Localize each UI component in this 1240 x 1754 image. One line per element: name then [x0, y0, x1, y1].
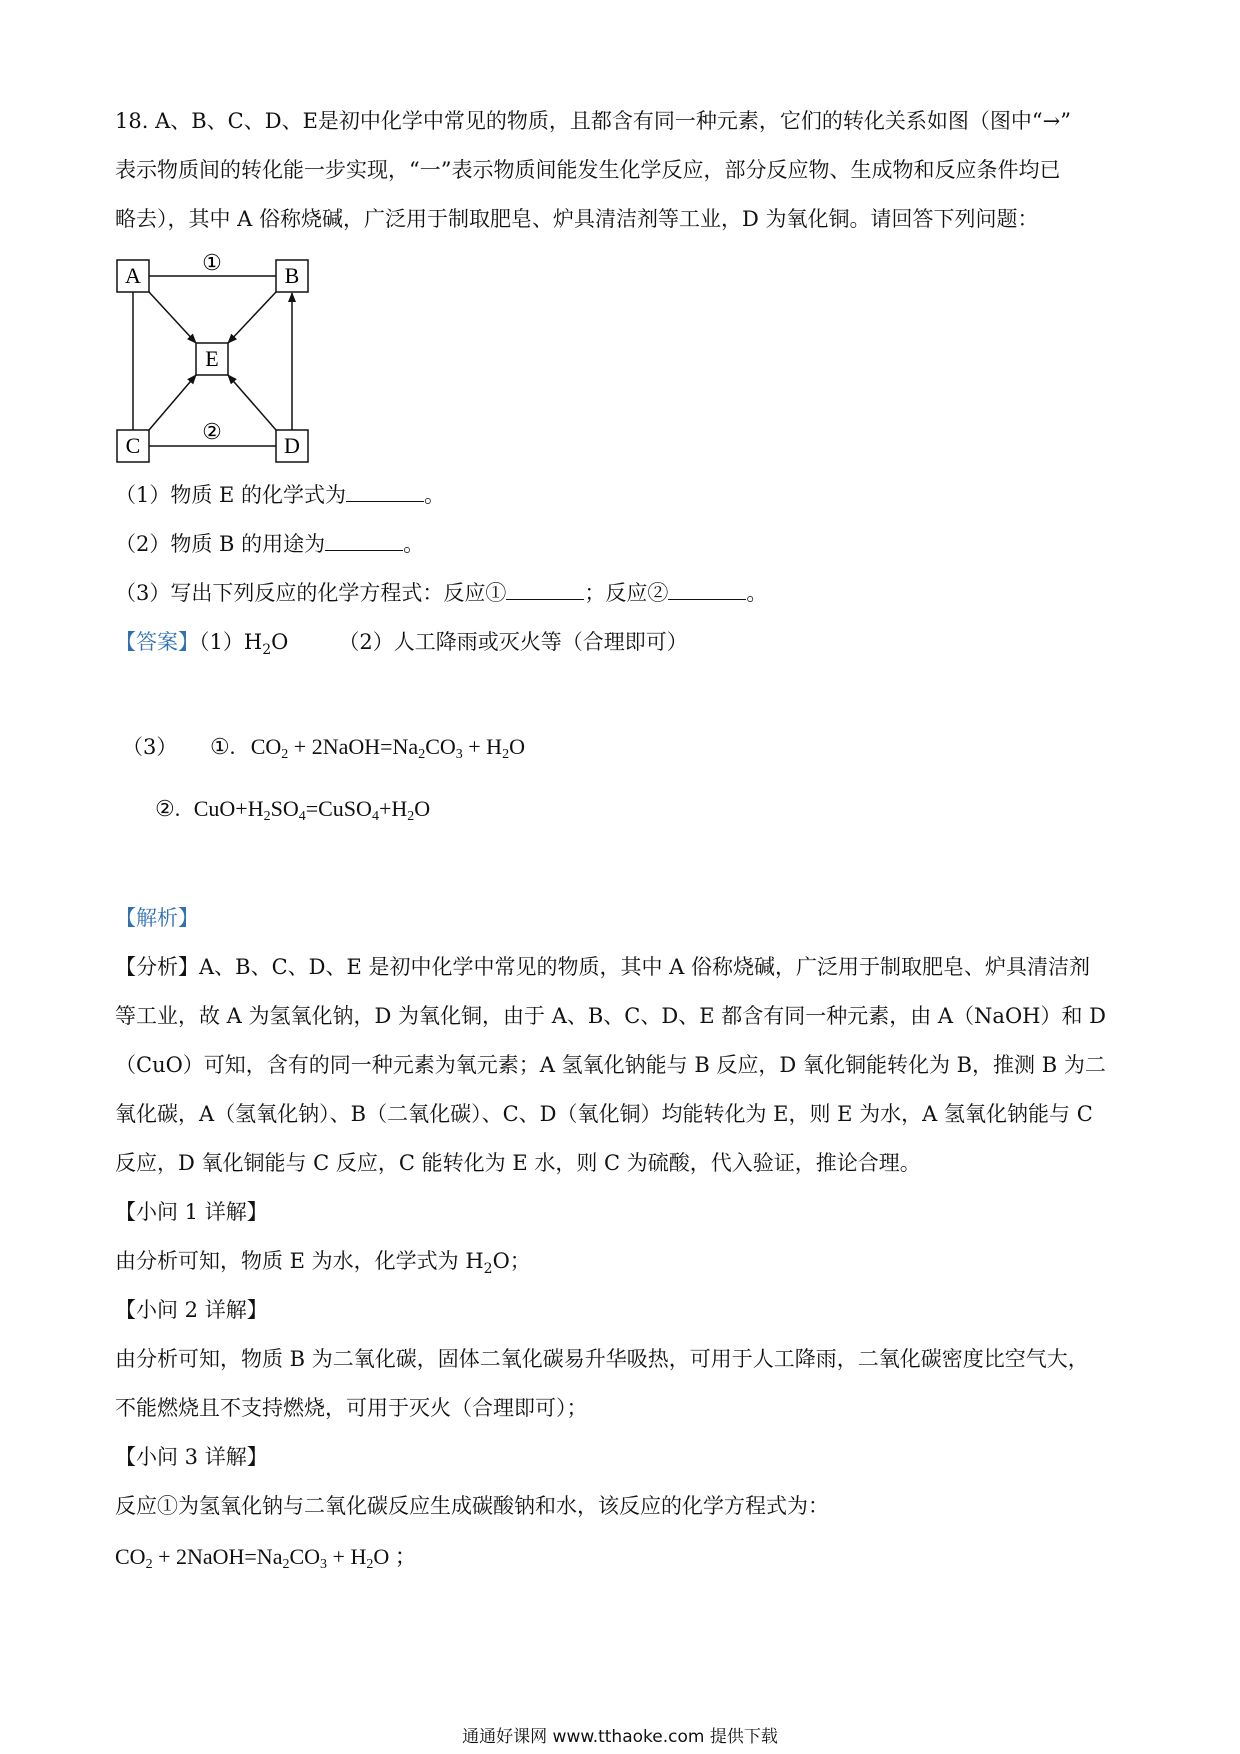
sub-question-3-text: （3）写出下列反应的化学方程式：反应① [115, 581, 507, 605]
sub-answer-2-line-1: 由分析可知，物质 B 为二氧化碳，固体二氧化碳易升华吸热，可用于人工降雨，二氧化碳密度比空气大， [115, 1347, 1089, 1371]
arrow-a-to-e [149, 292, 196, 343]
answer-part-2: （2）人工降雨或灭火等（合理即可） [338, 630, 688, 654]
sub-answer-1-text-sub: 2 [483, 1261, 493, 1278]
answer-blank-3 [506, 579, 584, 600]
node-b-label: B [284, 263, 300, 288]
sub-question-2-end: 。 [403, 532, 425, 556]
answer-part-1-sub: 2 [262, 642, 272, 659]
answer-part-1-end: O [271, 630, 289, 654]
equation-3: $CO_2$ + $2NaOH=Na_2CO_3 + H_2O$ ； [115, 1544, 417, 1572]
arrow-d-to-e [228, 375, 276, 430]
question-line-2: 表示物质间的转化能一步实现，“一”表示物质间能发生化学反应，部分反应物、生成物和反应条件均已 [115, 158, 1061, 182]
node-d-label: D [284, 433, 300, 458]
equation-1-label: ①. [210, 734, 236, 759]
reaction-diagram [110, 250, 330, 475]
answer-tag: 【答案】 [115, 630, 199, 654]
analysis-line-1: 【分析】A、B、C、D、E 是初中化学中常见的物质，其中 A 俗称烧碱，广泛用于制取肥皂、炉具清洁剂 [115, 955, 1091, 979]
sub-answer-3-text: 反应①为氢氧化钠与二氧化碳反应生成碳酸钠和水，该反应的化学方程式为： [115, 1494, 829, 1518]
node-e-label: E [205, 346, 219, 371]
node-c-label: C [125, 433, 141, 458]
analysis-line-2: 等工业，故 A 为氢氧化钠，D 为氧化铜，由于 A、B、C、D、E 都含有同一种元素，由 A（NaOH）和 D [115, 1004, 1106, 1028]
sub-answer-1-text [115, 1246, 531, 1284]
sub-answer-1-text-a: 由分析可知，物质 E 为水，化学式为 H [115, 1249, 484, 1273]
question-line-3: 略去），其中 A 俗称烧碱，广泛用于制取肥皂、炉具清洁剂等工业，D 为氧化铜。请回答下列问题： [115, 207, 1039, 231]
analysis-line-3: （CuO）可知，含有的同一种元素为氧元素；A 氢氧化钠能与 B 反应，D 氧化铜能转化为 B，推测 B 为二 [115, 1053, 1106, 1077]
sub-question-1 [115, 480, 445, 510]
equation-3-end: ； [394, 1544, 417, 1569]
answer-part-1: （1）H [199, 630, 263, 654]
sub-question-2-text: （2）物质 B 的用途为 [115, 532, 326, 556]
analysis-line-4: 氧化碳，A（氢氧化钠）、B（二氧化碳）、C、D（氧化铜）均能转化为 E，则 E 为水，A 氢氧化钠能与 C [115, 1102, 1093, 1126]
arrow-b-to-e [228, 292, 276, 343]
arrow-c-to-e [149, 375, 196, 430]
sub-answer-1-text-b: O； [492, 1249, 531, 1273]
answer-blank-2 [325, 530, 403, 551]
answer-blank-4 [668, 579, 746, 600]
sub-question-2 [115, 529, 424, 559]
answer-line [115, 627, 688, 665]
analysis-line-5: 反应，D 氧化铜能与 C 反应，C 能转化为 E 水，则 C 为硫酸，代入验证，推论合理。 [115, 1151, 921, 1175]
equation-2-label: ②. [155, 796, 181, 821]
reaction-label-2: ② [202, 419, 222, 444]
sub-answer-2-title: 【小问 2 详解】 [115, 1298, 268, 1322]
sub-question-3 [115, 578, 767, 608]
footer-credit: 通通好课网 www.tthaoke.com 提供下载 [462, 1727, 778, 1747]
reaction-label-1: ① [202, 250, 222, 275]
node-a-label: A [125, 263, 141, 288]
sub-question-3-end: 。 [746, 581, 768, 605]
sub-question-1-text: （1）物质 E 的化学式为 [115, 483, 347, 507]
analysis-tag: 【解析】 [115, 906, 199, 930]
sub-answer-1-title: 【小问 1 详解】 [115, 1200, 268, 1224]
answer-blank-1 [346, 481, 424, 502]
question-line-1: 18. A、B、C、D、E是初中化学中常见的物质，且都含有同一种元素，它们的转化关系如图（图中“→” [115, 109, 1071, 133]
sub-question-3-mid: ；反应② [584, 581, 669, 605]
sub-question-1-end: 。 [424, 483, 446, 507]
answer-part-3-prefix: （3） [122, 735, 178, 759]
equation-1: ①. $CO_2$ + $2NaOH=Na_2CO_3 + H_2O$ [210, 734, 525, 762]
sub-answer-3-title: 【小问 3 详解】 [115, 1445, 268, 1469]
sub-answer-2-line-2: 不能燃烧且不支持燃烧，可用于灭火（合理即可）； [115, 1396, 588, 1420]
equation-2: ②. $CuO+H_2SO_4=CuSO_4+H_2O$ [155, 796, 431, 824]
